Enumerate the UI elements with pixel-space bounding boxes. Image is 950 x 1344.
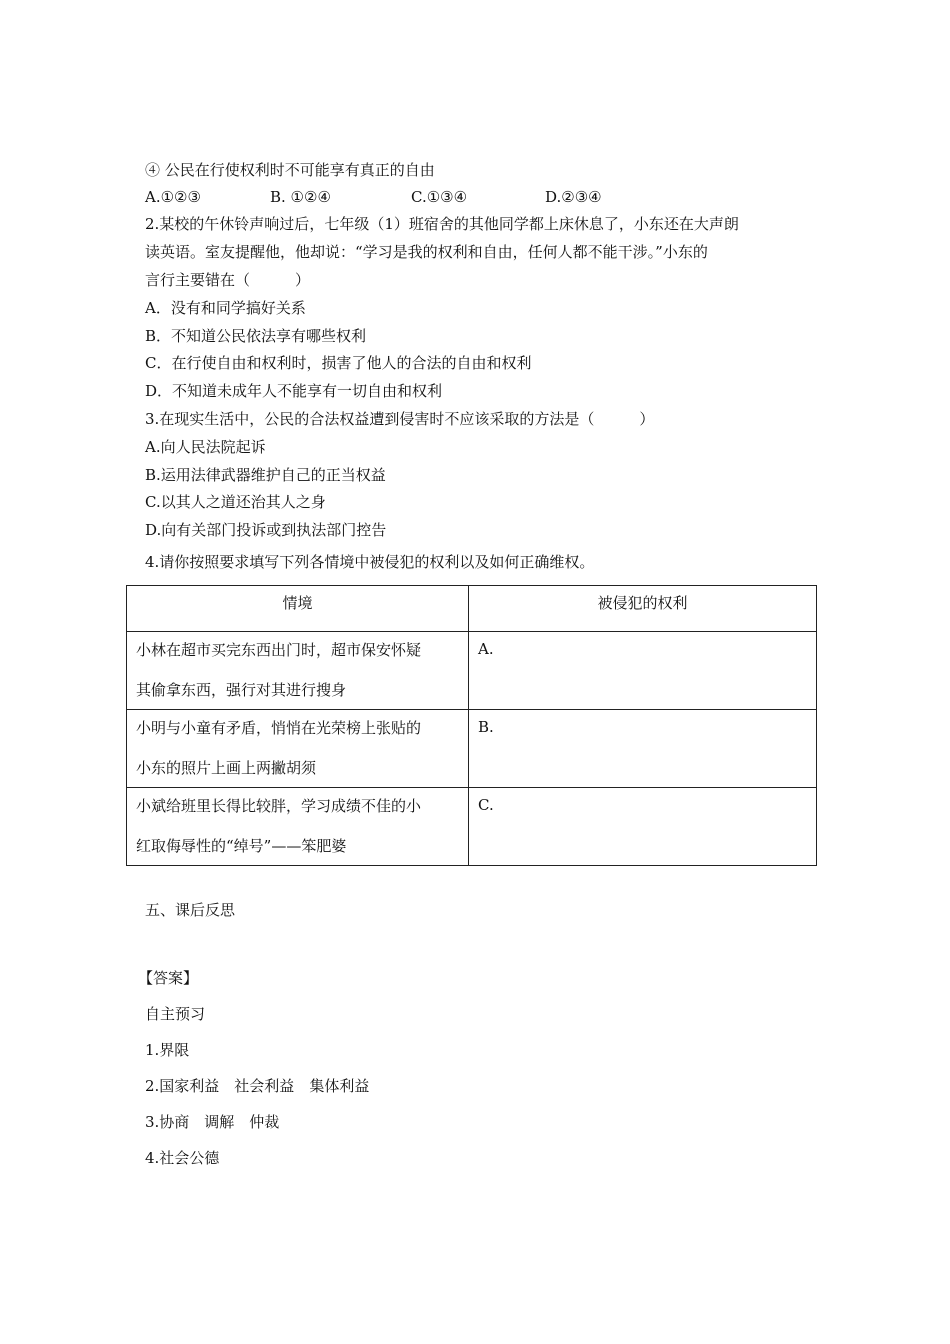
- q3-option-c: C.以其人之道还治其人之身: [145, 493, 326, 511]
- q1-option-d: D.②③④: [545, 188, 602, 206]
- answer-cell: B.: [469, 710, 817, 788]
- q4-stem: 4.请你按照要求填写下列各情境中被侵犯的权利以及如何正确维权。: [145, 553, 595, 571]
- situation-line-1: 小斌给班里长得比较胖，学习成绩不佳的小: [136, 797, 422, 815]
- rights-table: [126, 585, 817, 866]
- situation-line-1: 小林在超市买完东西出门时，超市保安怀疑: [136, 641, 422, 659]
- situation-line-2: 小东的照片上画上两撇胡须: [136, 759, 317, 777]
- answer-item-2: 2.国家利益 社会利益 集体利益: [145, 1077, 370, 1095]
- section-5-heading: 五、课后反思: [145, 901, 236, 919]
- situation-cell: [127, 632, 469, 710]
- answers-heading: 【答案】: [138, 969, 199, 987]
- answer-cell: C.: [469, 788, 817, 866]
- q1-statement-4: ④ 公民在行使权利时不可能享有真正的自由: [145, 161, 435, 179]
- q3-stem: 3.在现实生活中，公民的合法权益遭到侵害时不应该采取的方法是（ ）: [145, 410, 655, 428]
- q3-option-a: A.向人民法院起诉: [145, 438, 266, 456]
- q2-stem-line-1: 2.某校的午休铃声响过后，七年级（1）班宿舍的其他同学都上床休息了，小东还在大声朗: [145, 215, 739, 233]
- situation-line-1: 小明与小童有矛盾，悄悄在光荣榜上张贴的: [136, 719, 422, 737]
- answer-item-3: 3.协商 调解 仲裁: [145, 1113, 280, 1131]
- q2-option-a: A．没有和同学搞好关系: [145, 299, 306, 317]
- situation-line-2: 其偷拿东西，强行对其进行搜身: [136, 681, 347, 699]
- header-situation: 情境: [127, 586, 469, 632]
- table-row: [127, 632, 817, 710]
- q3-option-b: B.运用法律武器维护自己的正当权益: [145, 466, 386, 484]
- q2-option-d: D．不知道未成年人不能享有一切自由和权利: [145, 382, 443, 400]
- situation-line-2: 红取侮辱性的“绰号”——笨肥婆: [136, 837, 347, 855]
- q1-option-c: C.①③④: [411, 188, 468, 206]
- q2-option-b: B．不知道公民依法享有哪些权利: [145, 327, 367, 345]
- table-row: [127, 710, 817, 788]
- answers-subheading: 自主预习: [145, 1005, 206, 1023]
- q1-option-a: A.①②③: [145, 188, 201, 206]
- table-row: [127, 788, 817, 866]
- header-violated-right: 被侵犯的权利: [469, 586, 817, 632]
- answer-item-4: 4.社会公德: [145, 1149, 220, 1167]
- q2-stem-line-2: 读英语。室友提醒他，他却说：“学习是我的权利和自由，任何人都不能干涉。”小东的: [145, 243, 708, 261]
- situation-cell: [127, 710, 469, 788]
- answer-item-1: 1.界限: [145, 1041, 190, 1059]
- situation-cell: [127, 788, 469, 866]
- q1-option-b: B. ①②④: [270, 188, 331, 206]
- answer-cell: A.: [469, 632, 817, 710]
- table-header-row: [127, 586, 817, 632]
- q2-stem-line-3: 言行主要错在（ ）: [145, 271, 311, 289]
- q2-option-c: C．在行使自由和权利时，损害了他人的合法的自由和权利: [145, 354, 532, 372]
- q3-option-d: D.向有关部门投诉或到执法部门控告: [145, 521, 387, 539]
